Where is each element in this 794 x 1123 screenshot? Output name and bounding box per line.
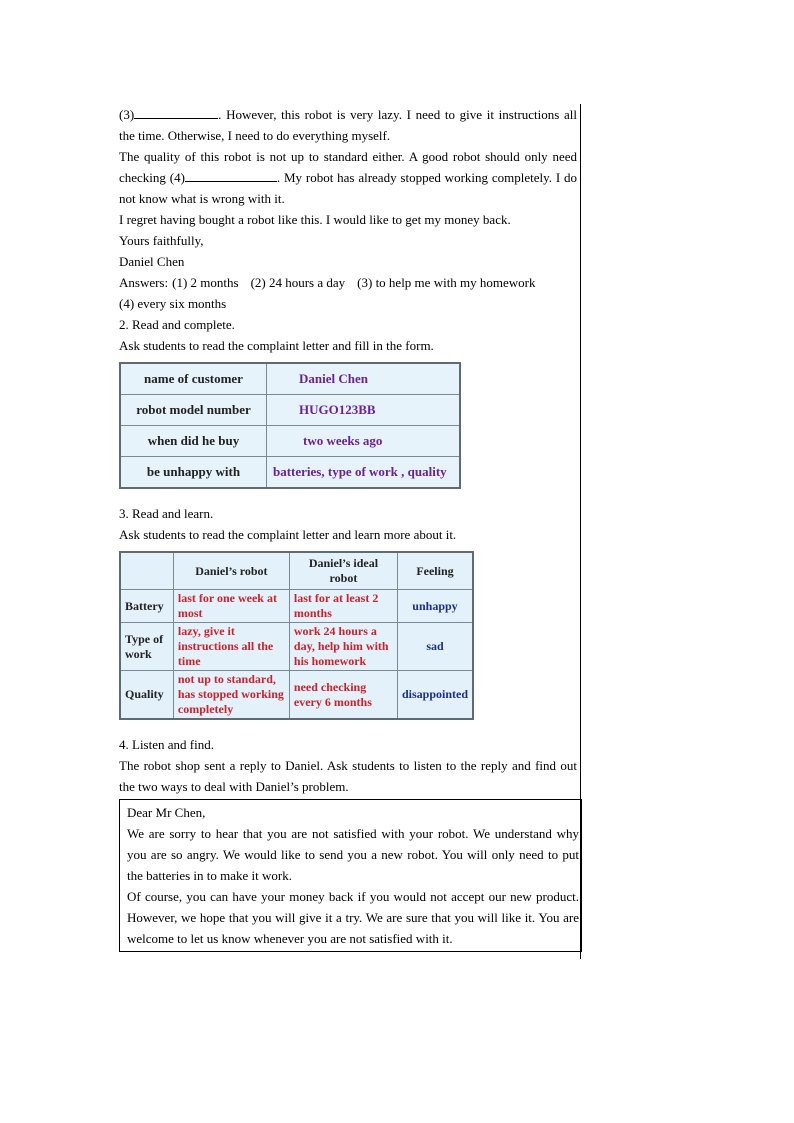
answer-2: (2) 24 hours a day — [250, 275, 346, 290]
letter-paragraph-3 — [119, 104, 577, 146]
table-row — [120, 671, 473, 720]
table-cell: last for one week at most — [173, 590, 289, 623]
section-4-instruction: The robot shop sent a reply to Daniel. Ask students to listen to the reply and find out the two ways to deal with Daniel’s problem. — [119, 758, 577, 794]
column-header: Daniel’s ideal robot — [289, 552, 397, 590]
table-row — [120, 590, 473, 623]
letter-regret: I regret having bought a robot like this. I would like to get my money back. — [119, 212, 511, 227]
feeling-cell: sad — [397, 623, 473, 671]
row-header: Type of work — [120, 623, 173, 671]
feeling-cell: disappointed — [397, 671, 473, 720]
answer-4: (4) every six months — [119, 296, 227, 311]
answer-1: (1) 2 months — [172, 275, 239, 290]
form-label: name of customer — [120, 363, 267, 395]
letter-text: . However, this robot is very lazy. I need to give it instructions all the time. Otherwise, I need to do everything myself. — [119, 107, 577, 143]
table-row — [120, 457, 460, 489]
letter-paragraph-4 — [119, 146, 577, 209]
form-label: when did he buy — [120, 426, 267, 457]
row-header: Quality — [120, 671, 173, 720]
form-label: be unhappy with — [120, 457, 267, 489]
table-cell: last for at least 2 months — [289, 590, 397, 623]
form-value: two weeks ago — [267, 426, 461, 457]
row-header: Battery — [120, 590, 173, 623]
answers-line — [119, 272, 577, 293]
document-body — [119, 104, 577, 952]
section-2-heading: 2. Read and complete. — [119, 317, 235, 332]
fill-blank-4 — [185, 168, 277, 182]
table-cell: work 24 hours a day, help him with his homework — [289, 623, 397, 671]
feeling-cell: unhappy — [397, 590, 473, 623]
section-3-instruction: Ask students to read the complaint letter and learn more about it. — [119, 527, 457, 542]
robot-comparison-table — [119, 551, 474, 720]
table-row — [120, 426, 460, 457]
answers-label: Answers: — [119, 275, 169, 290]
form-value: batteries, type of work , quality — [267, 457, 461, 489]
form-value: HUGO123BB — [267, 395, 461, 426]
column-header: Daniel’s robot — [173, 552, 289, 590]
table-cell: not up to standard, has stopped working completely — [173, 671, 289, 720]
section-3-heading: 3. Read and learn. — [119, 506, 214, 521]
reply-paragraph-1: We are sorry to hear that you are not satisfied with your robot. We understand why you are so angry. We would like to send you a new robot. You will only need to put the batteries in to make it work. — [127, 826, 579, 883]
table-row — [120, 623, 473, 671]
table-row — [120, 363, 460, 395]
customer-form-table — [119, 362, 461, 489]
section-2-instruction: Ask students to read the complaint letter and fill in the form. — [119, 338, 434, 353]
table-cell: lazy, give it instructions all the time — [173, 623, 289, 671]
table-header-row — [120, 552, 473, 590]
form-value: Daniel Chen — [267, 363, 461, 395]
letter-text: . My robot has already stopped working completely. I do not know what is wrong with it. — [119, 170, 577, 206]
letter-text: The quality of this robot is not up to standard either. A good robot should only need checking (4) — [119, 149, 577, 185]
letter-signature: Daniel Chen — [119, 254, 185, 269]
form-label: robot model number — [120, 395, 267, 426]
column-header: Feeling — [397, 552, 473, 590]
blank-label-3: (3) — [119, 107, 135, 122]
table-row — [120, 395, 460, 426]
letter-closing: Yours faithfully, — [119, 233, 204, 248]
reply-letter-box — [119, 799, 582, 952]
reply-paragraph-2: Of course, you can have your money back if you would not accept our new product. However, we hope that you will give it a try. We are sure that you will like it. You are welcome to let us know whenever you are not satisfied with it. — [127, 889, 579, 946]
column-header — [120, 552, 173, 590]
table-cell: need checking every 6 months — [289, 671, 397, 720]
fill-blank-3 — [134, 105, 218, 119]
answer-3: (3) to help me with my homework — [357, 275, 536, 290]
reply-greeting: Dear Mr Chen, — [127, 805, 206, 820]
section-4-heading: 4. Listen and find. — [119, 737, 214, 752]
